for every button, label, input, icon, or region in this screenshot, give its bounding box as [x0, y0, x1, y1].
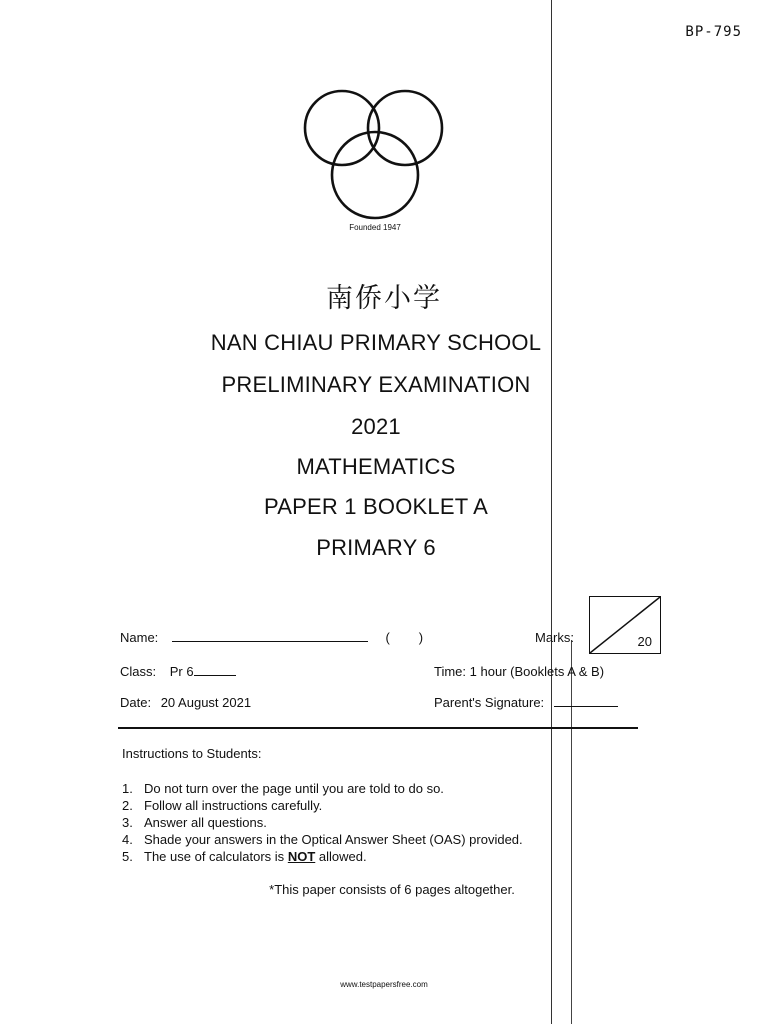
- instruction-number: 3.: [122, 815, 133, 830]
- instruction-item: [122, 848, 523, 865]
- instructions-title: Instructions to Students:: [122, 746, 262, 761]
- instruction-text: [144, 848, 367, 865]
- class-field[interactable]: [194, 675, 236, 676]
- time-row: [434, 664, 604, 679]
- marks-box: [589, 596, 661, 654]
- founded-caption: Founded 1947: [349, 223, 401, 232]
- divider-rule: [118, 727, 638, 729]
- school-logo: [300, 82, 450, 222]
- exam-type: PRELIMINARY EXAMINATION: [221, 372, 531, 397]
- instruction-text: Follow all instructions carefully.: [144, 798, 323, 813]
- exam-subject: MATHEMATICS: [296, 454, 456, 479]
- register-number-field[interactable]: ( ): [385, 630, 424, 645]
- class-value: Pr 6: [169, 664, 194, 679]
- signature-field[interactable]: [554, 706, 618, 707]
- instruction-text-part: The use of calculators is: [144, 849, 285, 864]
- marks-total: 20: [637, 634, 652, 649]
- exam-paper: PAPER 1 BOOKLET A: [264, 494, 488, 519]
- school-name: NAN CHIAU PRIMARY SCHOOL: [210, 330, 542, 355]
- class-label: Class:: [120, 664, 157, 679]
- signature-row: [434, 695, 618, 710]
- instruction-item: [122, 797, 523, 814]
- exam-year: 2021: [351, 414, 401, 439]
- date-label: Date:: [120, 695, 152, 710]
- paper-code: BP-795: [685, 24, 742, 40]
- school-chinese-name: 南侨小学: [326, 283, 442, 314]
- footer-url: www.testpapersfree.com: [340, 980, 428, 989]
- instruction-number: 4.: [122, 832, 133, 847]
- name-field[interactable]: [172, 641, 368, 642]
- instruction-item: [122, 814, 523, 831]
- instruction-number: 1.: [122, 781, 133, 796]
- pages-note: *This paper consists of 6 pages altogether.: [269, 882, 515, 897]
- class-row: [120, 664, 236, 679]
- emphasis-not: NOT: [287, 849, 316, 864]
- instruction-text: Do not turn over the page until you are told to do so.: [144, 781, 444, 796]
- instruction-text: Shade your answers in the Optical Answer Sheet (OAS) provided.: [144, 832, 523, 847]
- instruction-number: 5.: [122, 849, 133, 864]
- date-row: [120, 695, 251, 710]
- time-label: Time:: [434, 664, 467, 679]
- date-value: 20 August 2021: [160, 695, 252, 710]
- time-value: 1 hour (Booklets A & B): [469, 664, 605, 679]
- instruction-item: [122, 831, 523, 848]
- instructions-list: [122, 780, 523, 865]
- instruction-number: 2.: [122, 798, 133, 813]
- signature-label: Parent's Signature:: [434, 695, 545, 710]
- instruction-item: [122, 780, 523, 797]
- instruction-text-part: allowed.: [318, 849, 367, 864]
- name-label: Name:: [120, 630, 159, 645]
- instruction-text: Answer all questions.: [144, 815, 267, 830]
- exam-level: PRIMARY 6: [316, 535, 436, 560]
- name-row: [120, 630, 423, 645]
- marks-label: Marks:: [535, 630, 574, 645]
